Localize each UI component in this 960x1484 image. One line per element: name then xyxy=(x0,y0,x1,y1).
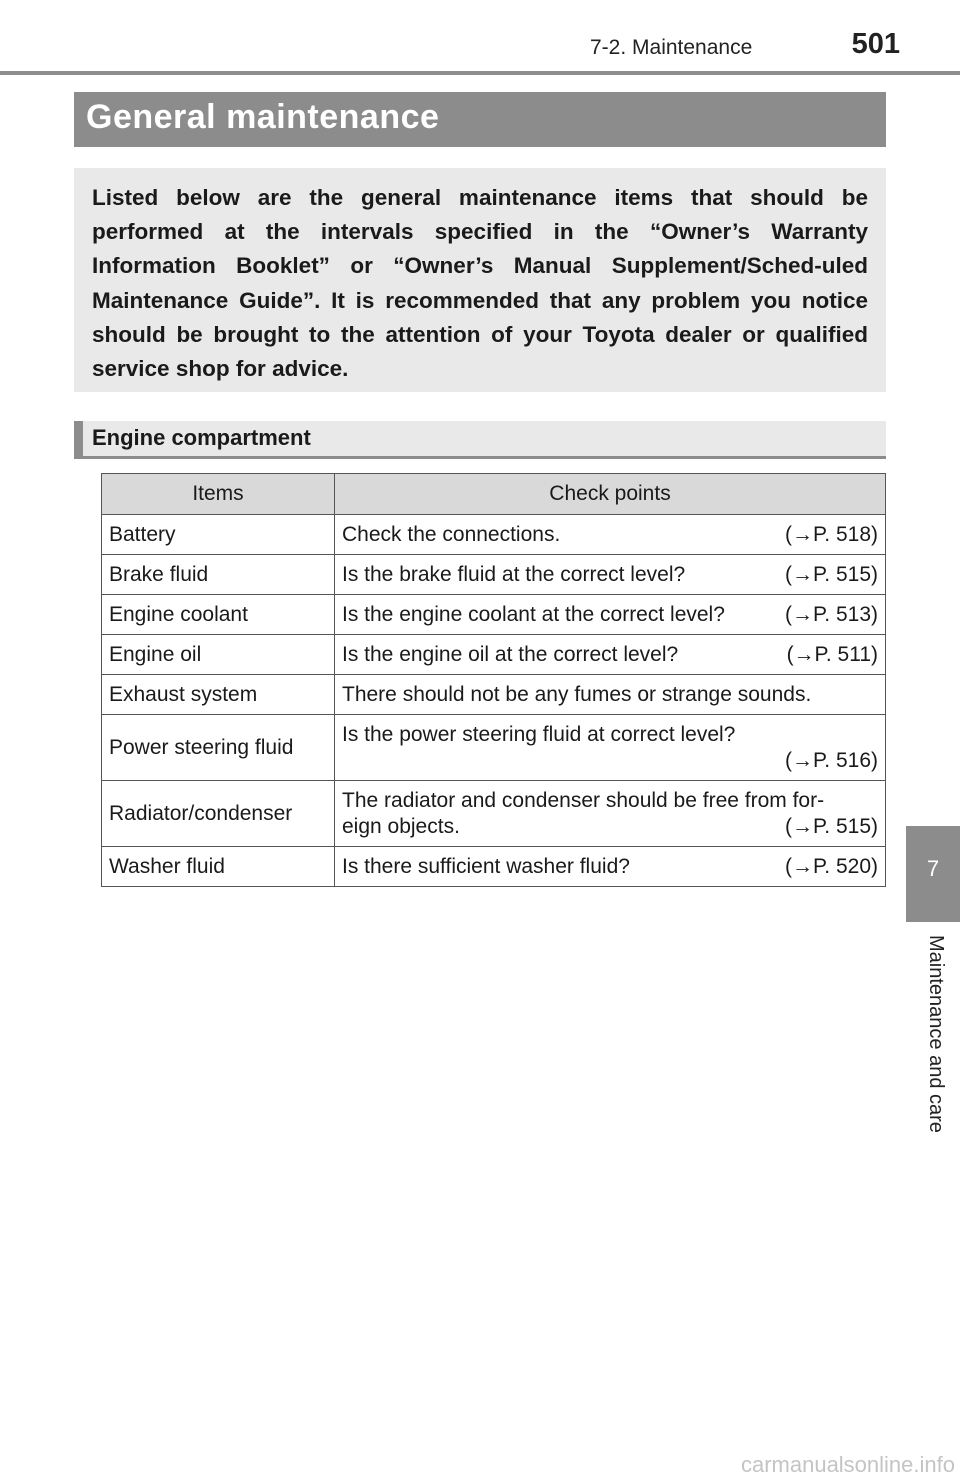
table-row xyxy=(102,515,886,555)
intro-text: Listed below are the general maintenance items that should be performed at the intervals specified in the “Owner’s Warranty Information Booklet” or “Owner’s Manual Supplement/Sched-uled Maintenance Guide”. It is recommended that any problem you notice should be brought to the attention of your Toyota dealer or qualified service shop for advice. xyxy=(92,185,868,382)
table-row xyxy=(102,595,886,635)
header-check-points: Check points xyxy=(335,474,886,515)
item-cell: Engine oil xyxy=(102,635,335,675)
maintenance-table xyxy=(101,473,886,887)
page-ref: (→P. 513) xyxy=(785,602,878,626)
item-cell: Brake fluid xyxy=(102,555,335,595)
check-line xyxy=(342,814,878,840)
item-cell: Radiator/condenser xyxy=(102,781,335,847)
table-row xyxy=(102,781,886,847)
table-row xyxy=(102,555,886,595)
subheading-bar xyxy=(74,421,886,459)
check-cell xyxy=(335,715,886,781)
header-rule xyxy=(0,71,960,75)
table-row xyxy=(102,715,886,781)
item-cell: Battery xyxy=(102,515,335,555)
check-cell xyxy=(335,675,886,715)
table-row xyxy=(102,847,886,887)
check-text: The radiator and condenser should be free from for- xyxy=(342,788,825,812)
table-header-row xyxy=(102,474,886,515)
check-line xyxy=(342,855,878,879)
check-text: Is the engine coolant at the correct level? xyxy=(342,602,725,626)
page-ref: (→P. 511) xyxy=(786,642,878,666)
check-text-continued: eign objects. xyxy=(342,814,460,838)
chapter-number: 7 xyxy=(926,856,940,881)
check-line xyxy=(342,643,878,667)
check-text: There should not be any fumes or strange sounds. xyxy=(342,682,812,706)
check-text: Is there sufficient washer fluid? xyxy=(342,854,630,878)
check-text: Is the brake fluid at the correct level? xyxy=(342,562,686,586)
page-title: General maintenance xyxy=(86,98,440,136)
page-ref: (→P. 515) xyxy=(785,562,878,586)
check-line xyxy=(342,523,878,547)
check-cell xyxy=(335,847,886,887)
page-ref: (→P. 516) xyxy=(785,748,878,772)
page-number: 501 xyxy=(851,28,900,60)
check-cell xyxy=(335,515,886,555)
watermark: carmanualsonline.info xyxy=(740,1452,955,1477)
title-bar xyxy=(74,92,886,147)
page-ref: (→P. 518) xyxy=(785,522,878,546)
header-items: Items xyxy=(102,474,335,515)
table-row xyxy=(102,675,886,715)
item-cell: Engine coolant xyxy=(102,595,335,635)
header-section: 7-2. Maintenance xyxy=(590,36,753,59)
check-line xyxy=(342,563,878,587)
item-cell: Exhaust system xyxy=(102,675,335,715)
check-line xyxy=(342,603,878,627)
check-cell xyxy=(335,781,886,847)
item-cell: Washer fluid xyxy=(102,847,335,887)
page-ref: (→P. 520) xyxy=(785,854,878,878)
page-ref: (→P. 515) xyxy=(785,814,878,838)
check-text: Is the power steering fluid at correct level? xyxy=(342,722,736,746)
chapter-label: Maintenance and care xyxy=(925,935,947,1133)
chapter-tab xyxy=(906,826,960,922)
intro-box xyxy=(74,168,886,392)
table-row xyxy=(102,635,886,675)
check-text: Check the connections. xyxy=(342,522,561,546)
item-cell: Power steering fluid xyxy=(102,715,335,781)
check-cell xyxy=(335,635,886,675)
check-cell xyxy=(335,555,886,595)
subheading-text: Engine compartment xyxy=(92,425,311,450)
check-text: Is the engine oil at the correct level? xyxy=(342,642,679,666)
check-cell xyxy=(335,595,886,635)
